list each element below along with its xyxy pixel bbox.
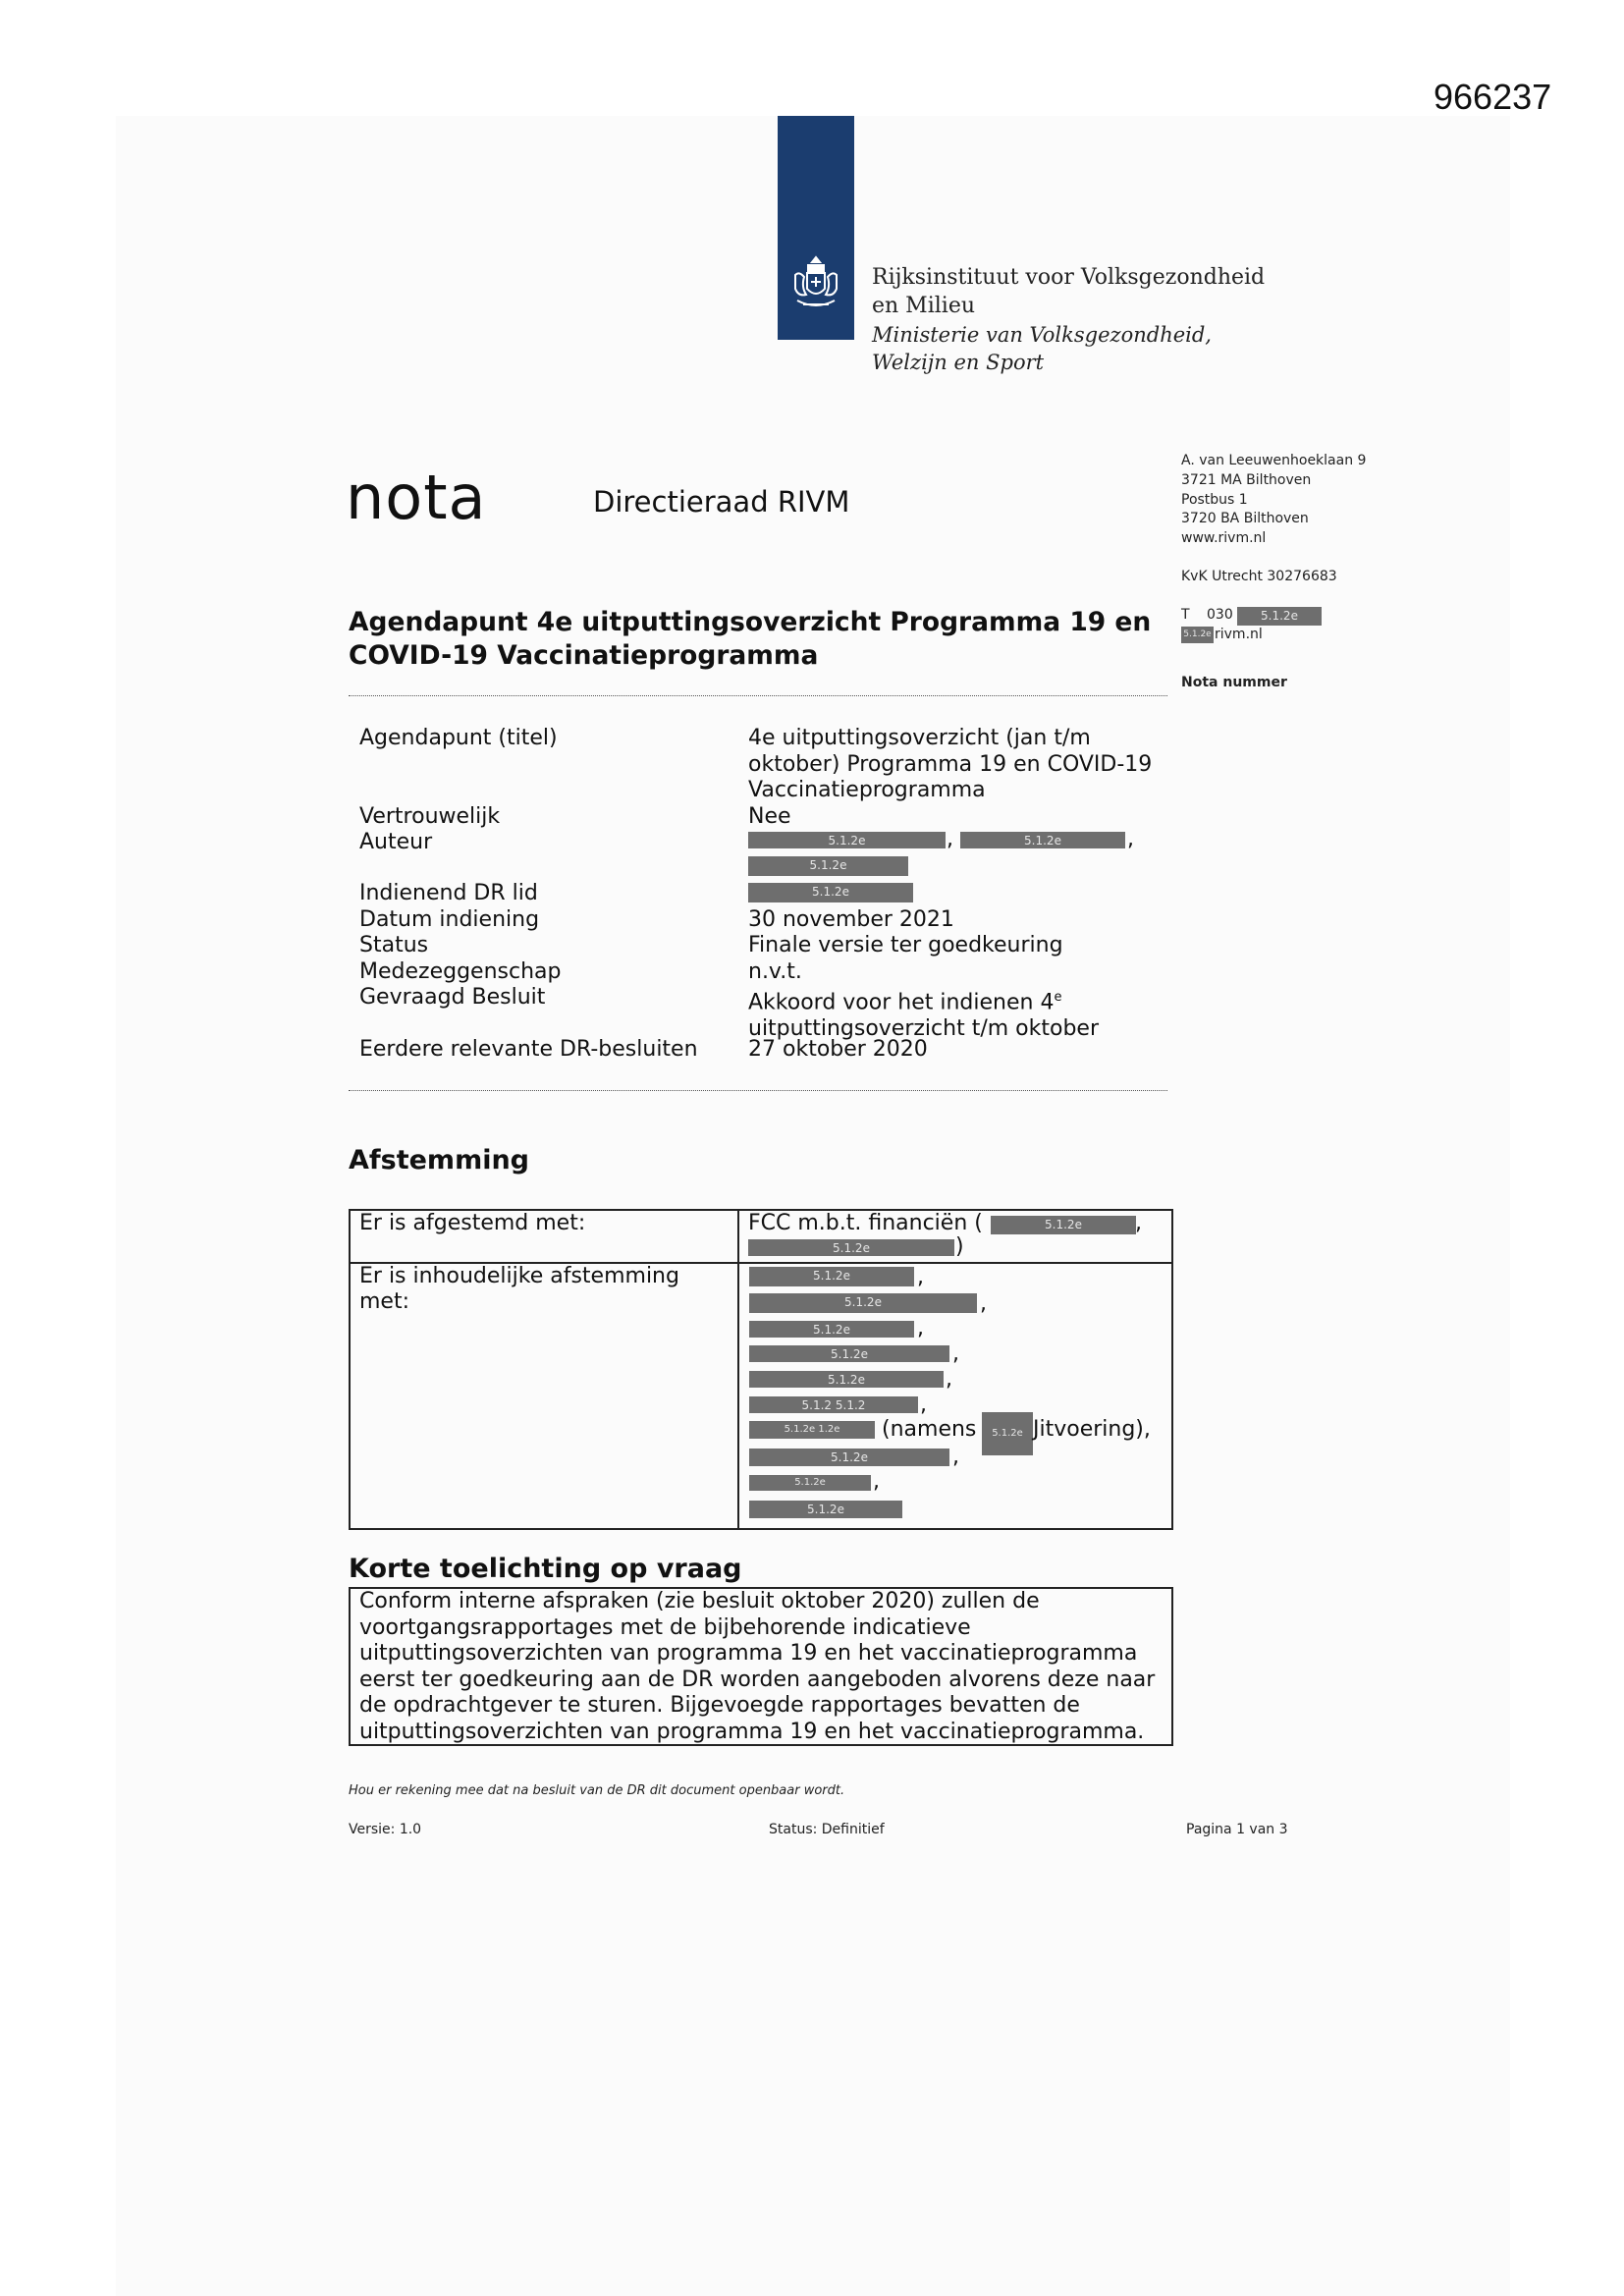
logo-bar (778, 116, 854, 340)
comma: , (917, 1265, 924, 1289)
redaction-list-10: 5.1.2e (749, 1501, 902, 1518)
comma: , (947, 827, 953, 851)
footer-pagina: Pagina 1 van 3 (1186, 1822, 1288, 1837)
comma: , (920, 1393, 927, 1417)
uitvoering-text: Jitvoering), (1033, 1417, 1151, 1442)
meta-datum-value: 30 november 2021 (748, 907, 954, 932)
afstemming-col-divider (737, 1209, 739, 1530)
org-name-line1: Rijksinstituut voor Volksgezondheid (872, 265, 1266, 290)
redaction-list-7a: 5.1.2e (784, 1424, 816, 1435)
comma: , (873, 1469, 880, 1494)
redaction-fcc-2: 5.1.2e (748, 1239, 954, 1256)
website: www.rivm.nl (1181, 530, 1267, 546)
afgestemd-value: FCC m.b.t. financiën ( (748, 1211, 983, 1235)
redaction-list-9: 5.1.2e (749, 1475, 871, 1491)
phone-prefix: T (1181, 607, 1190, 623)
redaction-auteur-1: 5.1.2e (748, 832, 946, 848)
meta-status-label: Status (359, 933, 429, 957)
org-name-line2: en Milieu (872, 294, 976, 318)
comma: , (1135, 1211, 1142, 1235)
meta-auteur-label: Auteur (359, 830, 433, 854)
redaction-list-6 (749, 1396, 918, 1413)
redaction-list-7b: 1.2e (818, 1424, 840, 1435)
meta-besluit-label: Gevraagd Besluit (359, 985, 546, 1010)
close-paren: ) (955, 1234, 964, 1259)
meta-agendapunt-value: 4e uitputtingsoverzicht (jan t/m oktober) Programma 19 en COVID-19 Vaccinatieprogramma (748, 726, 1153, 802)
besluit-line2: uitputtingsoverzicht t/m oktober (748, 1015, 1099, 1041)
redaction-auteur-3: 5.1.2e (748, 856, 908, 876)
footer-status: Status: Definitief (769, 1822, 885, 1837)
meta-medezeggenschap-label: Medezeggenschap (359, 959, 562, 984)
redaction-list-7 (749, 1421, 875, 1439)
meta-agendapunt-label: Agendapunt (titel) (359, 726, 558, 750)
divider-bottom (349, 1090, 1167, 1091)
scanned-page (116, 116, 1510, 2296)
doc-type: nota (346, 462, 487, 533)
meta-indienend-label: Indienend DR lid (359, 881, 538, 905)
afgestemd-label: Er is afgestemd met: (359, 1211, 586, 1235)
comma: , (952, 1341, 959, 1366)
address-line1: A. van Leeuwenhoeklaan 9 (1181, 453, 1367, 468)
redaction-list-3: 5.1.2e (749, 1321, 914, 1338)
meta-vertrouwelijk-value: Nee (748, 804, 791, 829)
phone-area: 030 (1207, 607, 1233, 623)
comma: , (952, 1445, 959, 1469)
redaction-list-1: 5.1.2e (749, 1267, 914, 1286)
meta-vertrouwelijk-label: Vertrouwelijk (359, 804, 501, 829)
postcode: 3720 BA Bilthoven (1181, 511, 1309, 526)
footnote: Hou er rekening mee dat na besluit van de DR dit document openbaar wordt. (349, 1783, 845, 1798)
comma: , (1127, 827, 1134, 851)
redaction-list-2: 5.1.2e (749, 1293, 977, 1313)
board-name: Directieraad RIVM (593, 485, 850, 519)
toelichting-heading: Korte toelichting op vraag (349, 1554, 742, 1584)
meta-eerdere-label: Eerdere relevante DR-besluiten (359, 1037, 698, 1062)
meta-status-value: Finale versie ter goedkeuring (748, 933, 1063, 957)
document-title: Agendapunt 4e uitputtingsoverzicht Programma 19 en COVID-19 Vaccinatieprogramma (349, 607, 1152, 671)
redaction-auteur-2: 5.1.2e (960, 832, 1125, 848)
kvk-number: KvK Utrecht 30276683 (1181, 569, 1337, 584)
redaction-list-4: 5.1.2e (749, 1345, 949, 1362)
page-number: 966237 (1434, 77, 1552, 117)
meta-besluit-value (748, 985, 1161, 1042)
namens-text: (namens (882, 1417, 977, 1442)
divider-top (349, 695, 1167, 696)
redaction-list-5: 5.1.2e (749, 1371, 944, 1388)
inhoudelijk-label: Er is inhoudelijke afstemming met: (359, 1264, 679, 1314)
besluit-line1: Akkoord voor het indienen 4 (748, 990, 1055, 1015)
crest-icon (787, 253, 844, 312)
redaction-list-6a: 5.1.2 (801, 1398, 833, 1412)
redaction-list-6b: 5.1.2 (835, 1398, 866, 1412)
besluit-sup: e (1054, 990, 1062, 1005)
redaction-email: 5.1.2e (1181, 627, 1214, 643)
ministry-line2: Welzijn en Sport (872, 351, 1045, 374)
redaction-indienend: 5.1.2e (748, 883, 913, 902)
email-suffix: rivm.nl (1215, 627, 1263, 642)
afstemming-heading: Afstemming (349, 1145, 530, 1175)
toelichting-text: Conform interne afspraken (zie besluit oktober 2020) zullen de voortgangsrapportages met de bijbehorende indicatieve uitputtingsoverzichten van programma 19 en het vaccinatieprogramma eerst ter goedkeuring aan de DR worden aangeboden alvorens deze naar de opdrachtgever te sturen. Bijgevoegde rapportages bevatten de uitputtingsoverzichten van programma 19 en het vaccinatieprogramma. (359, 1589, 1156, 1744)
nota-nummer-label: Nota nummer (1181, 675, 1287, 690)
redaction-namens: 5.1.2e (982, 1412, 1033, 1455)
redaction-phone: 5.1.2e (1237, 607, 1322, 626)
address-line2: 3721 MA Bilthoven (1181, 472, 1312, 488)
comma: , (946, 1367, 952, 1392)
comma: , (980, 1291, 987, 1316)
redaction-fcc-1: 5.1.2e (991, 1216, 1136, 1234)
meta-eerdere-value: 27 oktober 2020 (748, 1037, 928, 1062)
footer-versie: Versie: 1.0 (349, 1822, 422, 1837)
redaction-list-8: 5.1.2e (749, 1449, 949, 1466)
meta-medezeggenschap-value: n.v.t. (748, 959, 802, 984)
ministry-line1: Ministerie van Volksgezondheid, (872, 323, 1212, 347)
postbus: Postbus 1 (1181, 492, 1248, 508)
meta-datum-label: Datum indiening (359, 907, 540, 932)
comma: , (917, 1316, 924, 1340)
